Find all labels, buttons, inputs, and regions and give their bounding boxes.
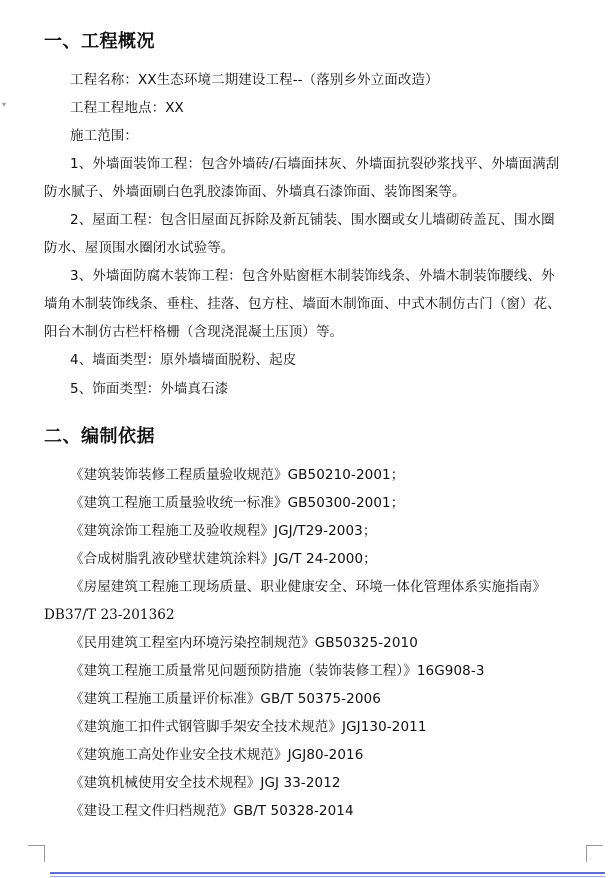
reference-item-6: 《民用建筑工程室内环境污染控制规范》GB50325-2010: [70, 635, 418, 651]
section-heading-basis: 二、编制依据: [44, 426, 155, 447]
scope-item-1-line-2: 防水腻子、外墙面刷白色乳胶漆饰面、外墙真石漆饰面、装饰图案等。: [44, 184, 466, 200]
section-heading-overview: 一、工程概况: [44, 31, 155, 52]
reference-item-3: 《建筑涂饰工程施工及验收规程》JGJ/T29-2003；: [70, 523, 377, 539]
scope-item-2-line-2: 防水、屋顶围水圈闭水试验等。: [44, 240, 235, 256]
reference-item-1: 《建筑装饰装修工程质量验收规范》GB50210-2001；: [70, 467, 405, 483]
reference-item-8: 《建筑工程施工质量评价标准》GB/T 50375-2006: [70, 691, 381, 707]
scope-item-1-line-1: 1、外墙面装饰工程：包含外墙砖/石墙面抹灰、外墙面抗裂砂浆找平、外墙面满刮: [70, 156, 560, 172]
reference-item-9: 《建筑施工扣件式钢管脚手架安全技术规范》JGJ130-2011: [70, 719, 427, 735]
scope-item-2-line-1: 2、屋面工程：包含旧屋面瓦拆除及新瓦铺装、围水圈或女儿墙砌砖盖瓦、围水圈: [70, 212, 555, 228]
scope-item-3-line-2: 墙角木制装饰线条、垂柱、挂落、包方柱、墙面木制饰面、中式木制仿古门（窗）花、: [44, 296, 561, 312]
page-bottom-rule: [50, 872, 605, 874]
scope-item-3-line-3: 阳台木制仿古栏杆格栅（含现浇混凝土压顶）等。: [44, 324, 344, 340]
reference-item-7: 《建筑工程施工质量常见问题预防措施（装饰装修工程）》16G908-3: [70, 663, 485, 679]
reference-item-2: 《建筑工程施工质量验收统一标准》GB50300-2001；: [70, 495, 405, 511]
project-name-line: 工程名称：XX生态环境二期建设工程--（落别乡外立面改造）: [70, 72, 439, 88]
scope-item-5: 5、饰面类型：外墙真石漆: [70, 381, 229, 397]
scope-item-4: 4、墙面类型：原外墙墙面脱粉、起皮: [70, 352, 297, 368]
reference-item-10: 《建筑施工高处作业安全技术规范》JGJ80-2016: [70, 747, 364, 763]
scope-item-3-line-1: 3、外墙面防腐木装饰工程：包含外贴窗框木制装饰线条、外墙木制装饰腰线、外: [70, 268, 555, 284]
reference-item-5: 《房屋建筑工程施工现场质量、职业健康安全、环境一体化管理体系实施指南》: [70, 579, 546, 595]
reference-item-11: 《建筑机械使用安全技术规程》JGJ 33-2012: [70, 775, 341, 791]
page-corner-mark-right: [586, 845, 603, 862]
page-bottom-rule-secondary: [50, 876, 605, 877]
project-location-line: 工程工程地点：XX: [70, 100, 184, 116]
reference-item-5-code: DB37/T 23-201362: [44, 607, 175, 623]
page-corner-mark-left: [28, 845, 45, 862]
scope-label: 施工范围：: [70, 128, 138, 144]
margin-marker-icon: ▾: [2, 100, 7, 109]
reference-item-4: 《合成树脂乳液砂壁状建筑涂料》JG/T 24-2000；: [70, 551, 377, 567]
reference-item-12: 《建设工程文件归档规范》GB/T 50328-2014: [70, 803, 354, 819]
